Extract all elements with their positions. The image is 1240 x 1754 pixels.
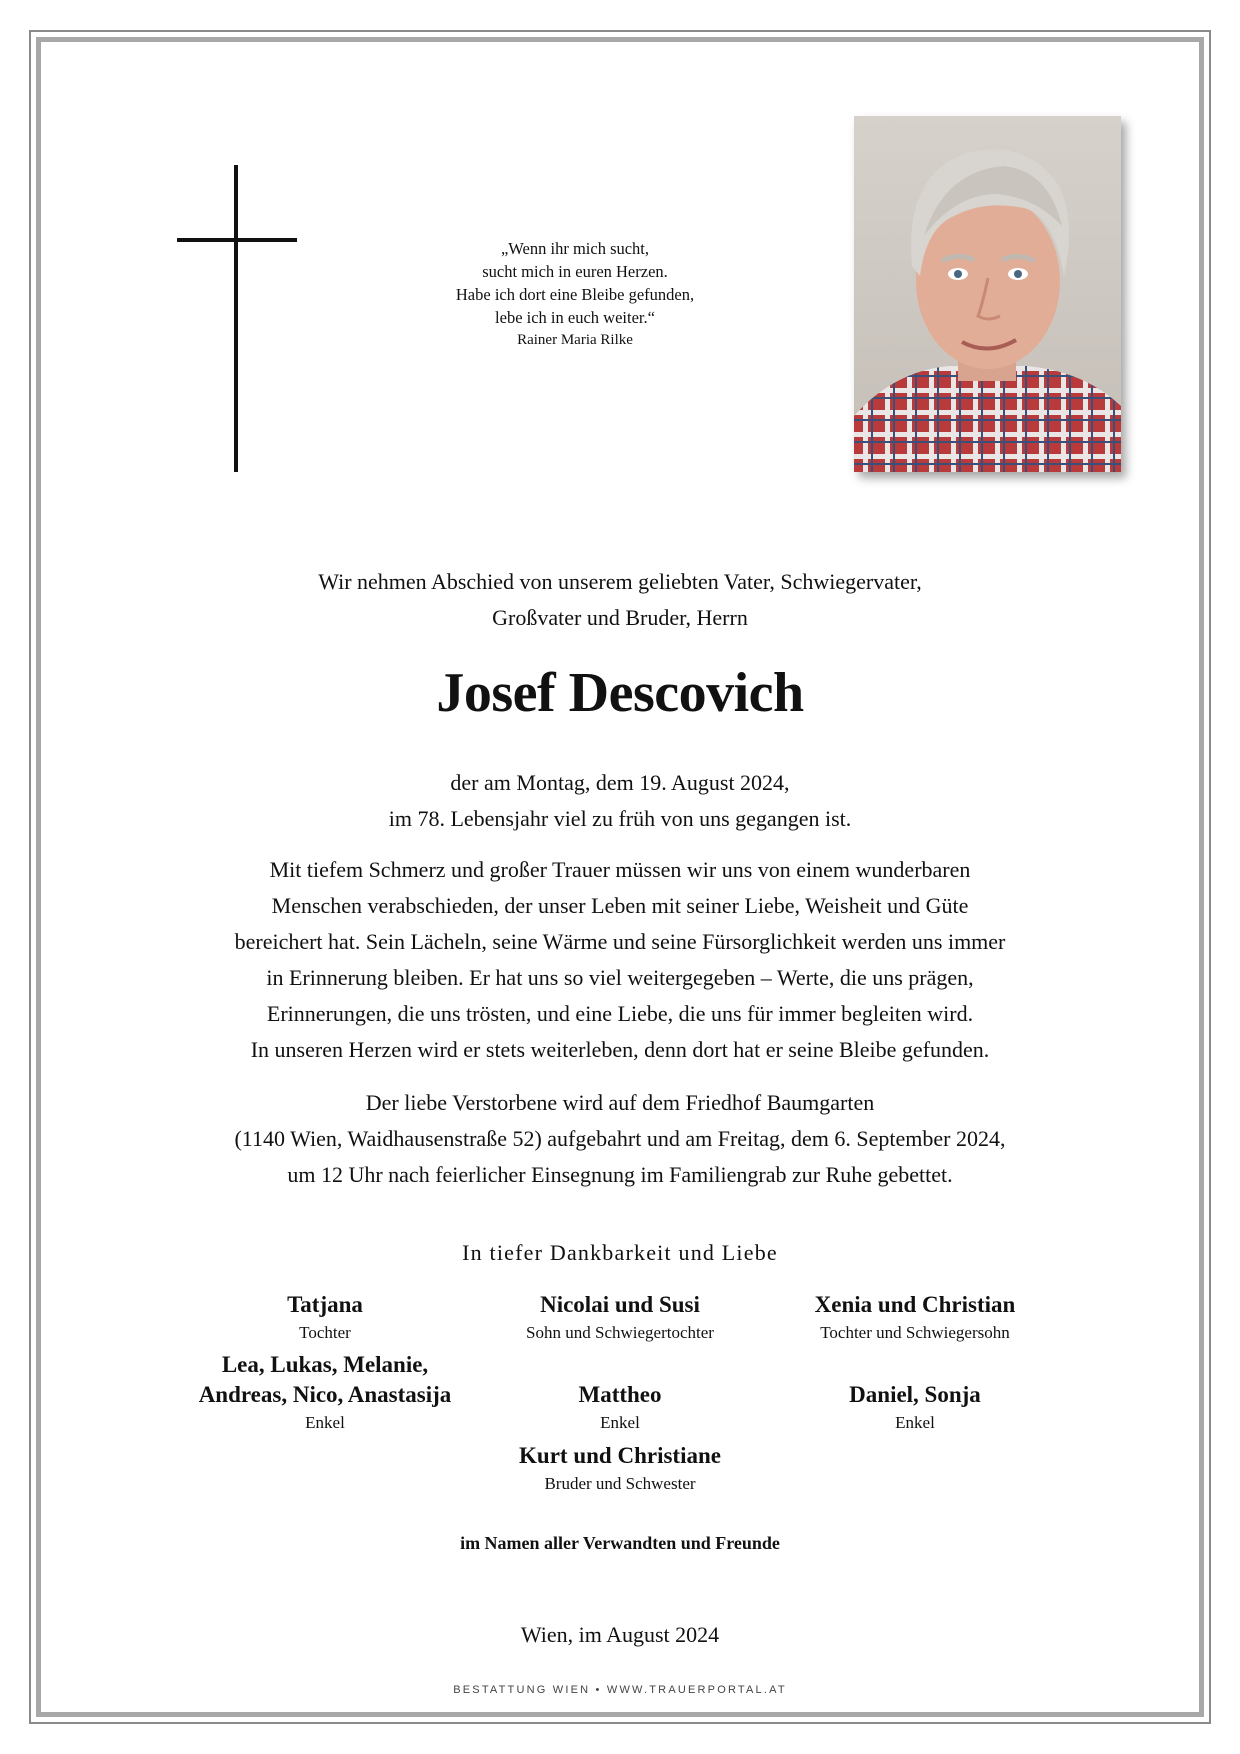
mourner-entry xyxy=(455,1441,785,1497)
tribute-paragraph xyxy=(130,852,1110,1068)
mourner-relation: Bruder und Schwester xyxy=(544,1474,696,1493)
death-line: im 78. Lebensjahr viel zu früh von uns gegangen ist. xyxy=(388,806,852,831)
quote-line: „Wenn ihr mich sucht, xyxy=(500,239,650,258)
funeral-line: Der liebe Verstorbene wird auf dem Friedhof Baumgarten xyxy=(365,1090,875,1115)
tribute-line: In unseren Herzen wird er stets weiterleben, denn dort hat er seine Bleibe gefunden. xyxy=(250,1037,990,1062)
tribute-line: in Erinnerung bleiben. Er hat uns so viel weitergegeben – Werte, die uns prägen, xyxy=(266,965,974,990)
mourner-name: Nicolai und Susi xyxy=(540,1292,700,1317)
mourner-name: Kurt und Christiane xyxy=(519,1443,721,1468)
mourner-relation: Enkel xyxy=(305,1413,345,1432)
mourner-name: Tatjana xyxy=(287,1292,363,1317)
mourner-relation: Tochter und Schwiegersohn xyxy=(820,1323,1010,1342)
deceased-name: Josef Descovich xyxy=(436,662,804,724)
mourner-entry xyxy=(160,1350,490,1436)
funeral-line: (1140 Wien, Waidhausenstraße 52) aufgebahrt und am Freitag, dem 6. September 2024, xyxy=(234,1126,1006,1151)
mourner-entry xyxy=(455,1380,785,1436)
rilke-quote xyxy=(400,237,750,352)
death-notice xyxy=(130,765,1110,837)
intro-line: Großvater und Bruder, Herrn xyxy=(492,605,748,630)
cross-icon xyxy=(177,165,297,472)
quote-author: Rainer Maria Rilke xyxy=(517,332,633,348)
thanks-line: In tiefer Dankbarkeit und Liebe xyxy=(462,1240,778,1265)
mourner-relation: Enkel xyxy=(600,1413,640,1432)
mourner-name: Andreas, Nico, Anastasija xyxy=(198,1382,452,1407)
tribute-line: Mit tiefem Schmerz und großer Trauer müssen wir uns von einem wunderbaren xyxy=(269,857,971,882)
place-date: Wien, im August 2024 xyxy=(520,1622,720,1647)
footer-credit: BESTATTUNG WIEN • WWW.TRAUERPORTAL.AT xyxy=(453,1684,787,1696)
mourner-entry xyxy=(750,1290,1080,1346)
funeral-details xyxy=(130,1085,1110,1193)
behalf-line: im Namen aller Verwandten und Freunde xyxy=(460,1533,780,1553)
quote-line: Habe ich dort eine Bleibe gefunden, xyxy=(455,285,695,304)
tribute-line: Erinnerungen, die uns trösten, und eine Liebe, die uns für immer begleiten wird. xyxy=(266,1001,974,1026)
death-line: der am Montag, dem 19. August 2024, xyxy=(450,770,790,795)
quote-line: lebe ich in euch weiter.“ xyxy=(495,308,655,327)
mourner-relation: Sohn und Schwiegertochter xyxy=(526,1323,714,1342)
mourner-entry xyxy=(455,1290,785,1346)
mourner-name: Mattheo xyxy=(578,1382,662,1407)
tribute-line: Menschen verabschieden, der unser Leben mit seiner Liebe, Weisheit und Güte xyxy=(271,893,969,918)
mourner-entry xyxy=(160,1290,490,1346)
tribute-line: bereichert hat. Sein Lächeln, seine Wärme und seine Fürsorglichkeit werden uns immer xyxy=(234,929,1006,954)
mourner-relation: Enkel xyxy=(895,1413,935,1432)
mourner-name: Lea, Lukas, Melanie, xyxy=(221,1352,429,1377)
intro-line: Wir nehmen Abschied von unserem geliebten Vater, Schwiegervater, xyxy=(318,569,922,594)
mourner-name: Xenia und Christian xyxy=(814,1292,1016,1317)
funeral-line: um 12 Uhr nach feierlicher Einsegnung im Familiengrab zur Ruhe gebettet. xyxy=(287,1162,953,1187)
portrait-photo xyxy=(854,116,1121,472)
quote-line: sucht mich in euren Herzen. xyxy=(482,262,668,281)
mourner-entry xyxy=(750,1380,1080,1436)
intro-text xyxy=(130,564,1110,636)
mourner-name: Daniel, Sonja xyxy=(849,1382,981,1407)
mourner-relation: Tochter xyxy=(299,1323,351,1342)
